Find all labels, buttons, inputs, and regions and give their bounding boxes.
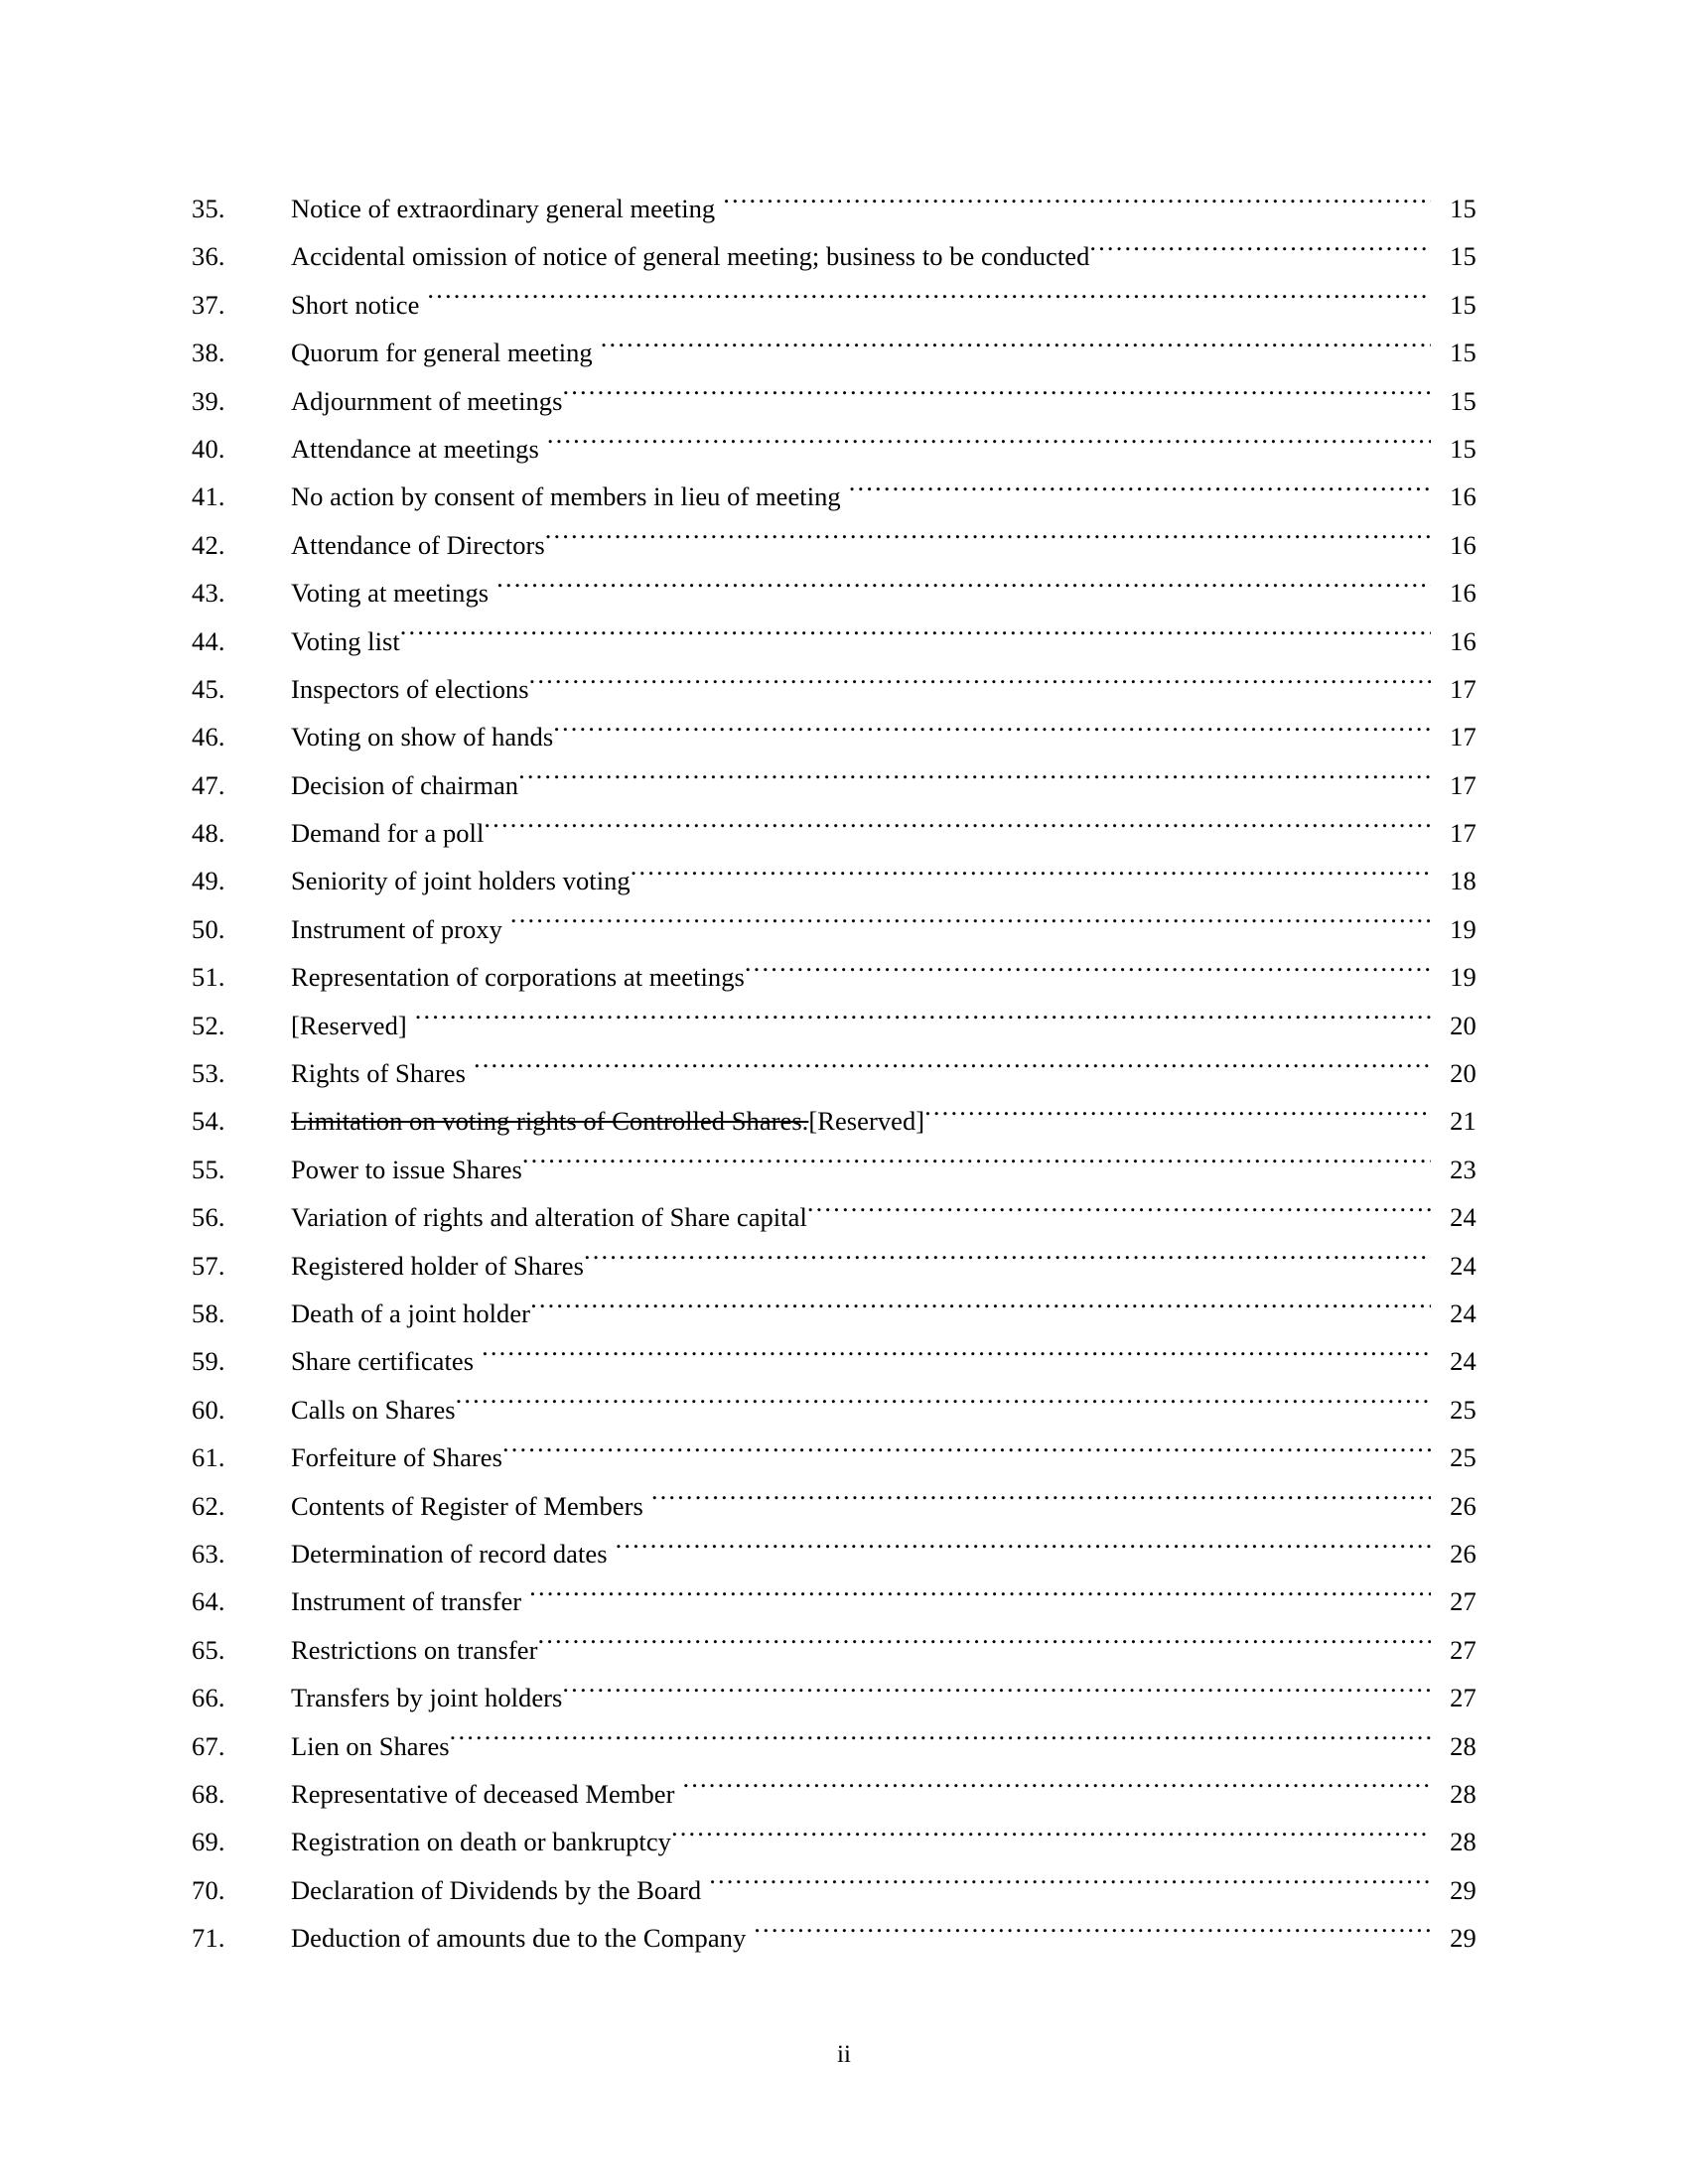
toc-entry-title[interactable]: Lien on Shares (291, 1730, 450, 1761)
toc-entry-page-number: 29 (1450, 1874, 1477, 1905)
toc-entry-number: 49. (192, 866, 225, 896)
toc-leader-dots (643, 1488, 1431, 1515)
toc-entry-title[interactable]: Rights of Shares (291, 1058, 466, 1089)
toc-entry[interactable] (192, 569, 1477, 616)
toc-entry-number: 64. (192, 1586, 225, 1617)
toc-leader-dots (715, 192, 1431, 218)
toc-entry-title[interactable]: Restrictions on transfer (291, 1634, 538, 1665)
toc-entry-title[interactable]: No action by consent of members in lieu of meeting (291, 481, 841, 512)
toc-entry-title[interactable]: Forfeiture of Shares (291, 1442, 502, 1473)
toc-entry-number: 65. (192, 1634, 225, 1665)
toc-leader-dots (522, 1152, 1431, 1178)
toc-leader-dots (400, 623, 1431, 650)
toc-entry-title[interactable]: Calls on Shares (291, 1394, 456, 1425)
toc-entry-title[interactable]: Registration on death or bankruptcy (291, 1827, 671, 1857)
toc-entry-title[interactable]: Determination of record dates (291, 1538, 608, 1569)
toc-entry-number: 60. (192, 1394, 225, 1425)
toc-entry[interactable] (192, 761, 1477, 809)
toc-entry[interactable] (192, 1002, 1477, 1049)
toc-entry[interactable] (192, 1482, 1477, 1530)
toc-entry[interactable] (192, 1049, 1477, 1097)
toc-entry[interactable] (192, 1866, 1477, 1914)
toc-leader-dots (456, 1392, 1431, 1419)
toc-entry-page-number: 27 (1450, 1586, 1477, 1617)
toc-entry-number: 69. (192, 1827, 225, 1857)
toc-entry-page-number: 19 (1450, 962, 1477, 993)
toc-leader-dots (518, 767, 1431, 794)
toc-entry-number: 51. (192, 962, 225, 993)
toc-leader-dots (593, 336, 1431, 362)
toc-entry-title[interactable]: Share certificates (291, 1346, 475, 1377)
toc-entry[interactable] (192, 1337, 1477, 1385)
toc-entry-number: 67. (192, 1730, 225, 1761)
toc-entry-number: 71. (192, 1923, 225, 1954)
toc-entry-page-number: 23 (1450, 1154, 1477, 1184)
toc-entry[interactable] (192, 1242, 1477, 1290)
toc-entry-number: 40. (192, 433, 225, 464)
toc-entry-page-number: 17 (1450, 722, 1477, 752)
toc-leader-dots (746, 1921, 1431, 1948)
toc-entry-title[interactable]: Voting list (291, 625, 400, 656)
toc-entry-page-number: 24 (1450, 1346, 1477, 1377)
toc-entry-number: 39. (192, 385, 225, 416)
toc-entry[interactable] (192, 905, 1477, 953)
toc-entry-number: 43. (192, 578, 225, 609)
toc-entry[interactable] (192, 185, 1477, 232)
toc-entry-title[interactable]: Contents of Register of Members (291, 1490, 643, 1521)
toc-entry-title[interactable]: Quorum for general meeting (291, 338, 593, 368)
toc-entry[interactable] (192, 329, 1477, 376)
toc-leader-dots (466, 1056, 1431, 1083)
toc-entry-number: 45. (192, 673, 225, 704)
toc-leader-dots (530, 1296, 1431, 1322)
toc-entry-page-number: 15 (1450, 194, 1477, 223)
toc-entry-title[interactable]: Deduction of amounts due to the Company (291, 1923, 747, 1954)
toc-leader-dots (537, 1632, 1431, 1659)
toc-entry-page-number: 24 (1450, 1297, 1477, 1328)
toc-entry[interactable] (192, 1674, 1477, 1721)
toc-leader-dots (562, 1681, 1431, 1707)
toc-entry-number: 46. (192, 722, 225, 752)
toc-leader-dots (529, 671, 1431, 698)
toc-entry[interactable] (192, 617, 1477, 665)
toc-leader-dots (521, 1584, 1431, 1611)
toc-entry[interactable] (192, 377, 1477, 425)
toc-entry-page-number: 21 (1450, 1106, 1477, 1137)
toc-entry-number: 55. (192, 1154, 225, 1184)
toc-leader-dots (631, 864, 1431, 890)
toc-entry-number: 58. (192, 1297, 225, 1328)
toc-entry-page-number: 26 (1450, 1490, 1477, 1521)
toc-entry-title-struck: Limitation on voting rights of Controlled Shares. (291, 1106, 809, 1137)
toc-entry-title[interactable]: Adjournment of meetings (291, 385, 563, 416)
toc-entry[interactable] (192, 809, 1477, 857)
toc-entry[interactable] (192, 425, 1477, 473)
toc-leader-dots (545, 527, 1431, 554)
toc-leader-dots (553, 720, 1431, 747)
toc-entry-page-number: 17 (1450, 673, 1477, 704)
toc-entry-title[interactable]: Notice of extraordinary general meeting (291, 194, 716, 223)
toc-entry-title[interactable]: Seniority of joint holders voting (291, 866, 631, 896)
toc-entry-title[interactable]: Declaration of Dividends by the Board (291, 1874, 702, 1905)
toc-leader-dots (1089, 239, 1431, 266)
toc-entry-number: 52. (192, 1010, 225, 1040)
toc-entry[interactable] (192, 953, 1477, 1001)
toc-entry-number: 61. (192, 1442, 225, 1473)
toc-entry-number: 56. (192, 1202, 225, 1233)
toc-entry-title[interactable]: Instrument of transfer (291, 1586, 522, 1617)
toc-entry-number: 54. (192, 1106, 225, 1137)
toc-entry-title[interactable] (291, 1097, 924, 1145)
toc-entry-title[interactable]: Power to issue Shares (291, 1154, 522, 1184)
toc-entry-page-number: 28 (1450, 1730, 1477, 1761)
toc-entry-page-number: 17 (1450, 818, 1477, 849)
toc-entry[interactable] (192, 473, 1477, 520)
table-of-contents (192, 185, 1477, 1962)
toc-leader-dots (489, 576, 1431, 603)
toc-entry-title[interactable]: Variation of rights and alteration of Share capital (291, 1202, 807, 1233)
toc-entry[interactable] (192, 1146, 1477, 1193)
toc-entry-number: 63. (192, 1538, 225, 1569)
toc-entry[interactable] (192, 665, 1477, 713)
toc-entry[interactable] (192, 1818, 1477, 1865)
toc-entry[interactable] (192, 521, 1477, 569)
toc-entry-page-number: 24 (1450, 1202, 1477, 1233)
toc-entry[interactable] (192, 1577, 1477, 1625)
toc-entry-title[interactable]: Transfers by joint holders (291, 1683, 563, 1713)
toc-entry[interactable] (192, 1097, 1477, 1145)
toc-entry-page-number: 16 (1450, 625, 1477, 656)
toc-entry-number: 68. (192, 1778, 225, 1809)
toc-entry[interactable] (192, 1914, 1477, 1962)
toc-entry-page-number: 27 (1450, 1683, 1477, 1713)
toc-leader-dots (502, 911, 1431, 938)
toc-entry-number: 35. (192, 194, 225, 223)
toc-entry[interactable] (192, 857, 1477, 904)
toc-entry-page-number: 15 (1450, 289, 1477, 320)
toc-entry-number: 38. (192, 338, 225, 368)
toc-entry-title[interactable]: Registered holder of Shares (291, 1250, 584, 1281)
toc-entry-number: 48. (192, 818, 225, 849)
toc-entry-page-number: 28 (1450, 1778, 1477, 1809)
toc-entry-title[interactable]: Short notice (291, 289, 420, 320)
toc-entry[interactable] (192, 1770, 1477, 1818)
toc-entry-number: 47. (192, 769, 225, 800)
toc-entry-number: 57. (192, 1250, 225, 1281)
toc-entry[interactable] (192, 281, 1477, 329)
toc-entry-number: 62. (192, 1490, 225, 1521)
toc-entry[interactable] (192, 713, 1477, 760)
toc-entry-page-number: 16 (1450, 529, 1477, 560)
toc-entry-number: 42. (192, 529, 225, 560)
toc-entry-title[interactable]: Voting on show of hands (291, 722, 554, 752)
toc-entry-page-number: 25 (1450, 1442, 1477, 1473)
toc-leader-dots (450, 1728, 1431, 1755)
toc-entry-number: 66. (192, 1683, 225, 1713)
toc-leader-dots (562, 383, 1431, 410)
toc-entry-title[interactable]: Decision of chairman (291, 769, 519, 800)
toc-entry[interactable] (192, 1386, 1477, 1433)
toc-entry-page-number: 20 (1450, 1058, 1477, 1089)
toc-leader-dots (584, 1248, 1431, 1275)
toc-entry-title[interactable]: Accidental omission of notice of general meeting; business to be conducted (291, 241, 1090, 272)
page-footer (0, 2040, 1688, 2070)
toc-entry-title[interactable]: Representation of corporations at meetings (291, 962, 745, 993)
toc-entry-number: 41. (192, 481, 225, 512)
toc-entry-title[interactable]: Voting at meetings (291, 578, 490, 609)
toc-leader-dots (807, 1200, 1431, 1227)
toc-entry-page-number: 17 (1450, 769, 1477, 800)
toc-entry-page-number: 25 (1450, 1394, 1477, 1425)
toc-leader-dots (484, 816, 1431, 843)
toc-entry-title[interactable]: Demand for a poll (291, 818, 485, 849)
toc-leader-dots (539, 431, 1431, 458)
toc-entry-number: 44. (192, 625, 225, 656)
toc-entry-title-text: [Reserved] (808, 1106, 925, 1137)
toc-entry-number: 50. (192, 913, 225, 944)
toc-entry-page-number: 18 (1450, 866, 1477, 896)
toc-leader-dots (924, 1104, 1431, 1131)
toc-entry-title[interactable]: Instrument of proxy (291, 913, 502, 944)
toc-leader-dots (502, 1440, 1431, 1467)
page-number-label: ii (837, 2041, 851, 2068)
toc-leader-dots (407, 1008, 1431, 1034)
toc-entry-title[interactable]: Attendance of Directors (291, 529, 545, 560)
toc-entry-page-number: 28 (1450, 1827, 1477, 1857)
toc-entry-page-number: 15 (1450, 385, 1477, 416)
toc-entry-page-number: 19 (1450, 913, 1477, 944)
toc-entry-number: 59. (192, 1346, 225, 1377)
toc-entry-page-number: 16 (1450, 578, 1477, 609)
toc-leader-dots (671, 1825, 1431, 1851)
toc-entry-number: 70. (192, 1874, 225, 1905)
toc-entry-title[interactable]: Representative of deceased Member (291, 1778, 675, 1809)
toc-entry[interactable] (192, 1530, 1477, 1577)
toc-leader-dots (474, 1344, 1431, 1371)
toc-leader-dots (419, 287, 1431, 314)
toc-entry-title[interactable]: Attendance at meetings (291, 433, 539, 464)
toc-entry[interactable] (192, 1290, 1477, 1337)
toc-leader-dots (841, 479, 1431, 506)
toc-entry-page-number: 16 (1450, 481, 1477, 512)
toc-entry-title[interactable]: Death of a joint holder (291, 1297, 531, 1328)
toc-entry-title[interactable]: Inspectors of elections (291, 673, 529, 704)
toc-entry-number: 53. (192, 1058, 225, 1089)
toc-entry[interactable] (192, 232, 1477, 280)
toc-leader-dots (608, 1536, 1431, 1563)
toc-entry-number: 36. (192, 241, 225, 272)
toc-entry[interactable] (192, 1193, 1477, 1241)
toc-entry-page-number: 20 (1450, 1010, 1477, 1040)
toc-entry[interactable] (192, 1722, 1477, 1770)
toc-entry-page-number: 27 (1450, 1634, 1477, 1665)
toc-entry-title[interactable]: [Reserved] (291, 1010, 407, 1040)
toc-entry-page-number: 15 (1450, 241, 1477, 272)
toc-leader-dots (701, 1872, 1431, 1899)
toc-entry-page-number: 29 (1450, 1923, 1477, 1954)
toc-entry[interactable] (192, 1433, 1477, 1481)
toc-entry[interactable] (192, 1626, 1477, 1674)
toc-entry-number: 37. (192, 289, 225, 320)
toc-leader-dots (745, 960, 1431, 987)
toc-entry-page-number: 15 (1450, 338, 1477, 368)
toc-entry-page-number: 26 (1450, 1538, 1477, 1569)
toc-entry-page-number: 15 (1450, 433, 1477, 464)
toc-leader-dots (674, 1776, 1431, 1803)
toc-entry-page-number: 24 (1450, 1250, 1477, 1281)
